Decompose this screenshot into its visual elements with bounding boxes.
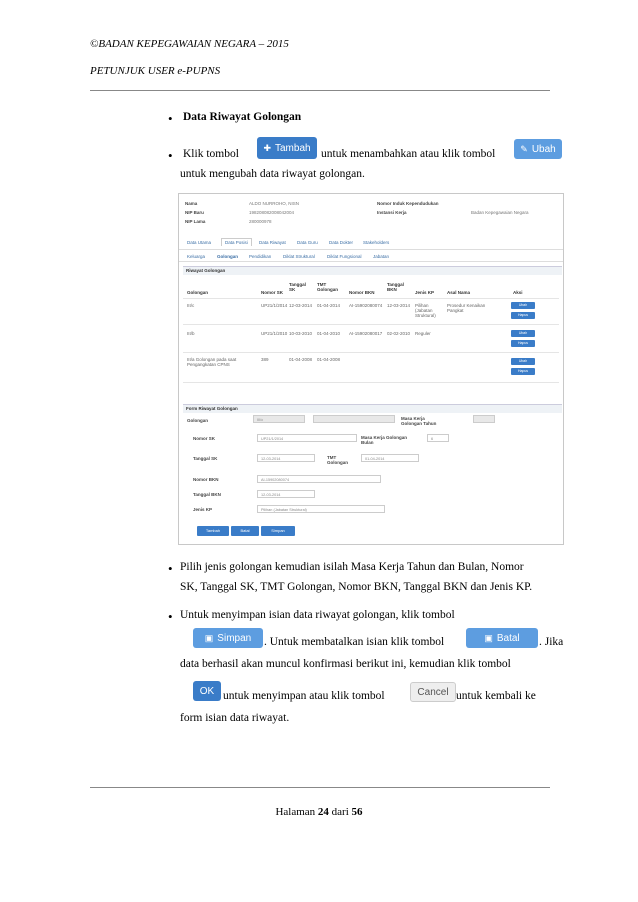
tab-data-utama[interactable]: Data Utama <box>187 240 212 245</box>
info-label: NIP Lama <box>185 219 206 224</box>
mk-tahun-field[interactable] <box>473 415 495 423</box>
info-value: ALDO NURROHO, NISN <box>249 201 300 206</box>
bullet1-mid: untuk menambahkan atau klik tombol <box>321 148 496 160</box>
tab-stakeholders[interactable]: Stakeholders <box>363 240 390 245</box>
row-divider <box>183 298 559 299</box>
batal-button[interactable] <box>466 628 538 648</box>
golongan-select[interactable]: III/c <box>253 415 305 423</box>
table-cell: UP21/1/2014 <box>261 303 288 308</box>
table-cell: 389 <box>261 357 269 362</box>
subtab-golongan[interactable]: Golongan <box>217 254 238 259</box>
bullet-dot: • <box>168 111 173 126</box>
footer-rule <box>90 787 550 788</box>
tab-data-dokter[interactable]: Data Dokter <box>329 240 354 245</box>
tambah-label: Tambah <box>274 142 311 154</box>
table-cell: Prosedur Kenaikan Pangkat <box>447 303 486 313</box>
header-doc-title: PETUNJUK USER e-PUPNS <box>90 65 221 77</box>
tab-data-riwayat[interactable]: Data Riwayat <box>259 240 286 245</box>
subtab-keluarga[interactable]: Keluarga <box>187 254 206 259</box>
table-cell: 01-04-2014 <box>317 303 341 308</box>
col-header: Asal Nama <box>447 290 471 295</box>
nomor-sk-field[interactable]: UP21/1/2014 <box>257 434 357 442</box>
save-icon: ▣ <box>204 632 214 643</box>
bullet-dot: • <box>168 148 173 163</box>
ubah-button[interactable] <box>514 139 562 159</box>
simpan-button[interactable] <box>193 628 263 648</box>
bullet1-pre: Klik tombol <box>183 148 239 160</box>
simpan-label: Simpan <box>217 632 252 644</box>
form-label: Masa Kerja Golongan Tahun <box>401 416 437 426</box>
bullet2-line1: Pilih jenis golongan kemudian isilah Masa Kerja Tahun dan Bulan, Nomor <box>180 561 524 573</box>
bullet1-line2: untuk mengubah data riwayat golongan. <box>180 168 365 180</box>
col-header: Nomor SK <box>261 290 284 295</box>
cancel-icon: ▣ <box>484 632 493 643</box>
info-label: Nomor Induk Kependudukan <box>377 201 439 206</box>
jenis-kp-select[interactable]: Pilihan (Jabatan Struktural) <box>257 505 385 513</box>
bullet3-line1: Untuk menyimpan isian data riwayat golongan, klik tombol <box>180 609 455 621</box>
bullet3-line2-end: . Jika <box>539 636 564 648</box>
riwayat-section-title: Riwayat Golongan <box>183 266 562 275</box>
bullet3-line4-end: untuk kembali ke <box>456 690 536 702</box>
tab-data-guru[interactable]: Data Guru <box>297 240 318 245</box>
row-edit-button[interactable]: Ubah <box>511 302 535 309</box>
bullet3-line4-mid: untuk menyimpan atau klik tombol <box>223 690 385 702</box>
form-section-title: Form Riwayat Golongan <box>183 404 562 413</box>
col-header: Aksi <box>513 290 523 295</box>
table-cell: 10-03-2010 <box>289 331 313 336</box>
page-pre: Halaman <box>275 806 316 818</box>
form-label: Tanggal BKN <box>193 492 221 497</box>
tab-data-posisi[interactable]: Data Posisi <box>221 238 252 246</box>
table-cell: III/a Golongan pada saat Pengangkatan CPNS <box>187 357 237 367</box>
tambah-button[interactable] <box>257 137 317 159</box>
row-edit-button[interactable]: Ubah <box>511 358 535 365</box>
form-batal-button[interactable]: Batal <box>231 526 259 536</box>
table-cell: 12-03-2014 <box>289 303 313 308</box>
table-cell: III/c <box>187 303 195 308</box>
header-copyright: ©BADAN KEPEGAWAIAN NEGARA – 2015 <box>90 38 289 50</box>
pencil-icon: ✎ <box>520 143 528 154</box>
row-delete-button[interactable]: Hapus <box>511 340 535 347</box>
table-cell: 02-02-2010 <box>387 331 411 336</box>
sub-tabs <box>179 252 563 262</box>
col-header: TMT Golongan <box>317 282 338 292</box>
row-delete-button[interactable]: Hapus <box>511 368 535 375</box>
row-divider <box>183 324 559 325</box>
subtab-diklat-struktural[interactable]: Diklat Struktural <box>283 254 315 259</box>
subtab-jabatan[interactable]: Jabatan <box>373 254 390 259</box>
bullet-dot: • <box>168 609 173 624</box>
nomor-bkn-field[interactable]: AI-15902080074 <box>257 475 381 483</box>
table-cell: 01-04-2008 <box>317 357 341 362</box>
row-edit-button[interactable]: Ubah <box>511 330 535 337</box>
subtab-pendidikan[interactable]: Pendidikan <box>249 254 272 259</box>
header-rule <box>90 90 550 91</box>
golongan-name-field <box>313 415 395 423</box>
row-delete-button[interactable]: Hapus <box>511 312 535 319</box>
form-tambah-button[interactable]: Tambah <box>197 526 229 536</box>
table-cell: 01-04-2010 <box>317 331 341 336</box>
form-label: Nomor SK <box>193 436 216 441</box>
info-label: Nama <box>185 201 198 206</box>
info-label: NIP Baru <box>185 210 204 215</box>
ubah-label: Ubah <box>531 143 556 155</box>
page-current: 24 <box>317 806 329 818</box>
table-cell: UP21/1/2010 <box>261 331 288 336</box>
table-cell: 12-03-2014 <box>387 303 411 308</box>
info-value: 198208082008042004 <box>249 210 295 215</box>
table-cell: III/b <box>187 331 195 336</box>
bullet3-line2-mid: . Untuk membatalkan isian klik tombol <box>264 636 445 648</box>
batal-label: Batal <box>496 632 520 644</box>
bullet-dot: • <box>168 561 173 576</box>
form-label: Nomor BKN <box>193 477 219 482</box>
row-divider <box>183 352 559 353</box>
cancel-button[interactable]: Cancel <box>410 682 456 702</box>
embedded-screenshot <box>178 193 564 545</box>
page-mid: dari <box>331 806 349 818</box>
tanggal-sk-field[interactable]: 12-03-2014 <box>257 454 315 462</box>
page-total: 56 <box>351 806 363 818</box>
col-header: Tanggal SK <box>289 282 306 292</box>
ok-button[interactable]: OK <box>193 681 221 701</box>
bullet3-line5: form isian data riwayat. <box>180 712 290 724</box>
tanggal-bkn-field[interactable]: 12-03-2014 <box>257 490 315 498</box>
main-tabs <box>179 238 563 250</box>
bullet3-line3: data berhasil akan muncul konfirmasi berikut ini, kemudian klik tombol <box>180 658 511 670</box>
table-cell: AI-15902080074 <box>349 303 383 308</box>
bullet2-line2: SK, Tanggal SK, TMT Golongan, Nomor BKN, Tanggal BKN dan Jenis KP. <box>180 581 533 593</box>
table-cell: AI-15902080017 <box>349 331 383 336</box>
col-header: Jenis KP <box>415 290 435 295</box>
form-label: Golongan <box>187 418 208 423</box>
mk-bulan-field[interactable]: 6 <box>427 434 449 442</box>
section-title: Data Riwayat Golongan <box>183 111 302 123</box>
form-label: Jenis KP <box>193 507 213 512</box>
info-value: Badan Kepegawaian Negara <box>471 210 529 215</box>
plus-icon: ✚ <box>263 142 271 153</box>
row-divider <box>183 382 559 383</box>
form-label: TMT Golongan <box>327 455 348 465</box>
table-cell: Reguler <box>415 331 431 336</box>
subtab-diklat-fungsional[interactable]: Diklat Fungsional <box>327 254 362 259</box>
info-value: 280000978 <box>249 219 272 224</box>
info-label: Instansi Kerja <box>377 210 407 215</box>
col-header: Tanggal BKN <box>387 282 404 292</box>
table-cell: 01-04-2008 <box>289 357 313 362</box>
form-label: Tanggal SK <box>193 456 218 461</box>
tmt-golongan-field[interactable]: 01-04-2014 <box>361 454 419 462</box>
page-number <box>0 806 638 818</box>
col-header: Nomor BKN <box>349 290 375 295</box>
form-label: Masa Kerja Golongan Bulan <box>361 435 408 445</box>
form-simpan-button[interactable]: Simpan <box>261 526 295 536</box>
table-cell: Pilihan (Jabatan Struktural) <box>415 303 436 318</box>
col-header: Golongan <box>187 290 208 295</box>
